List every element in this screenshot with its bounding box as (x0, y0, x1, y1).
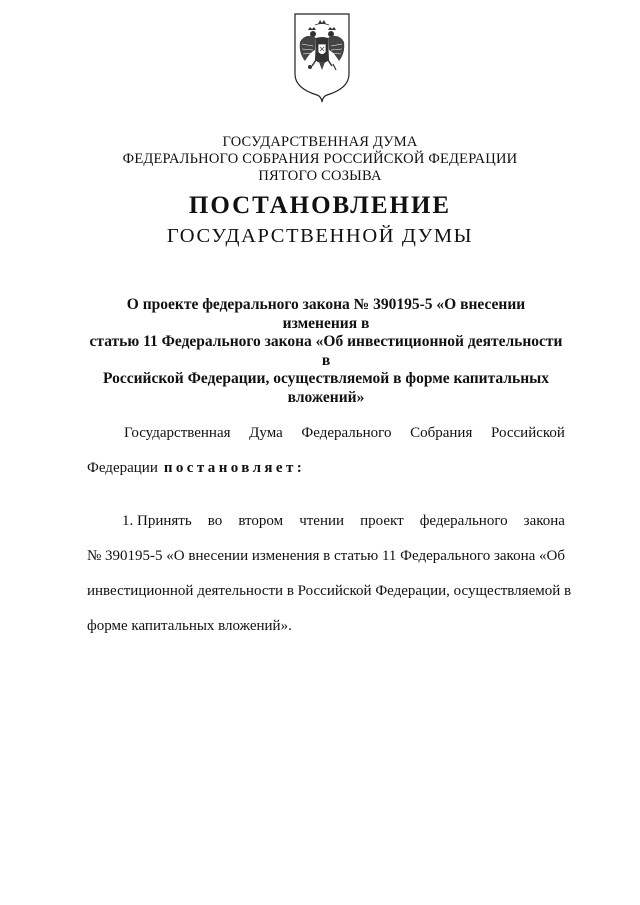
paragraph-item-1-line: форме капитальных вложений». (87, 618, 292, 634)
header-line-assembly: ФЕДЕРАЛЬНОГО СОБРАНИЯ РОССИЙСКОЙ ФЕДЕРАЦИИ (122, 151, 518, 167)
paragraph-preamble-line (124, 424, 565, 442)
paragraph-item-1-line: № 390195-5 «О внесении изменения в статью 11 Федерального закона «Об (87, 548, 565, 564)
coat-of-arms-icon (293, 12, 351, 104)
word: проект (360, 513, 404, 529)
resolves-verb: постановляет: (163, 460, 306, 476)
word: чтении (299, 513, 345, 529)
word: во (207, 513, 223, 529)
preamble-text: Федерации (87, 460, 158, 476)
document-subtitle: ГОСУДАРСТВЕННОЙ ДУМЫ (166, 225, 474, 247)
word: закона (523, 513, 565, 529)
header-line-convocation: ПЯТОГО СОЗЫВА (258, 168, 382, 184)
paragraph-item-1-line: инвестиционной деятельности в Российской Федерации, осуществляемой в (87, 583, 572, 599)
word: 1. Принять (122, 513, 192, 529)
paragraph-preamble-line (87, 459, 565, 477)
subject-line: Российской Федерации, осуществляемой в форме капитальных (103, 370, 549, 387)
word: Российской (491, 425, 565, 441)
subject-line: О проекте федерального закона № 390195-5 «О внесении изменения в (126, 296, 526, 332)
document-title: ПОСТАНОВЛЕНИЕ (188, 192, 452, 219)
word: втором (238, 513, 284, 529)
word: федерального (419, 513, 508, 529)
word: Собрания (410, 425, 473, 441)
word: Государственная (124, 425, 231, 441)
header-line-duma: ГОСУДАРСТВЕННАЯ ДУМА (222, 134, 418, 150)
word: Федерального (301, 425, 392, 441)
word: Дума (249, 425, 283, 441)
document-subject (88, 296, 564, 407)
subject-line: статью 11 Федерального закона «Об инвестиционной деятельности в (89, 333, 563, 369)
subject-line: вложений» (287, 388, 365, 406)
paragraph-item-1-line (122, 512, 565, 530)
